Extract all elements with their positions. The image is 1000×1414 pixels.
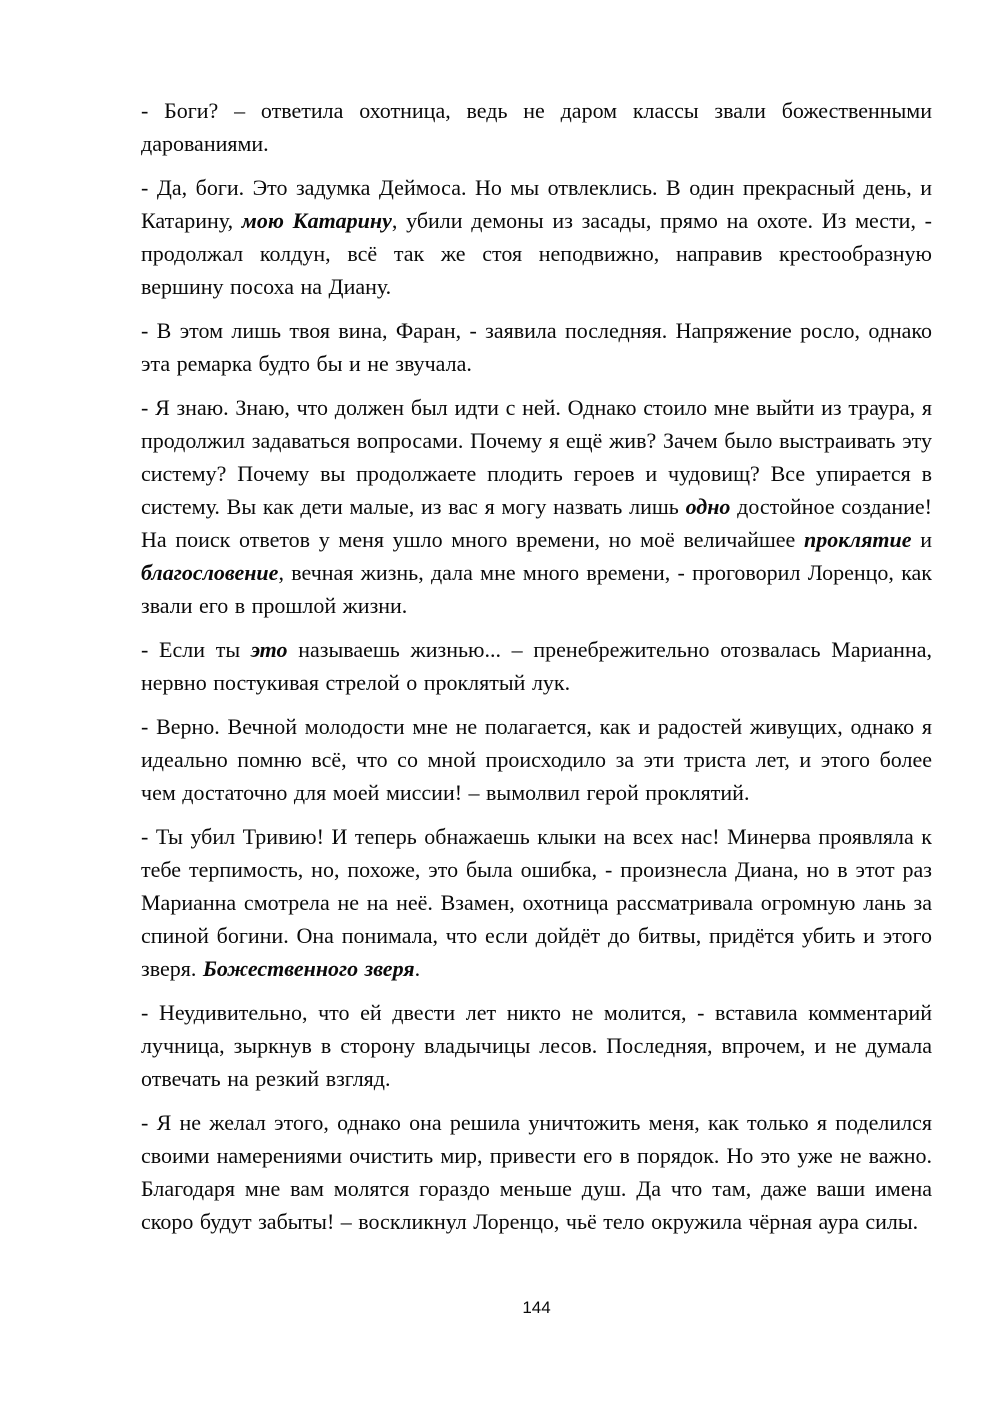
text-run: достойное создание! На поиск ответов у меня ушло много времени, но моё величайшее bbox=[141, 494, 932, 552]
paragraph bbox=[141, 94, 932, 160]
emphasis-run: это bbox=[250, 637, 288, 662]
text-run: - Да, боги. Это задумка Деймоса. Но мы отвлеклись. В один прекрасный день, и Катарину, bbox=[141, 175, 932, 233]
emphasis-run: Божественного зверя bbox=[202, 956, 415, 981]
page-text-block bbox=[141, 94, 932, 1249]
paragraph bbox=[141, 820, 932, 985]
paragraph bbox=[141, 633, 932, 699]
paragraph bbox=[141, 996, 932, 1095]
text-run: - Я знаю. Знаю, что должен был идти с ней. Однако стоило мне выйти из траура, я продолжил задаваться вопросами. Почему я ещё жив? Зачем было выстраивать эту систему? Почему вы продолжаете плодить героев и чудовищ? Все упирается в систему. Вы как дети малые, из вас я могу назвать лишь bbox=[141, 395, 932, 519]
text-run: . bbox=[414, 956, 421, 981]
text-run: , вечная жизнь, дала мне много времени, - проговорил Лоренцо, как звали его в прошлой жизни. bbox=[141, 560, 932, 618]
paragraph bbox=[141, 1106, 932, 1238]
page-number: 144 bbox=[522, 1298, 551, 1317]
text-run: и bbox=[911, 527, 932, 552]
text-run: - Если ты bbox=[141, 637, 251, 662]
paragraph bbox=[141, 710, 932, 809]
text-run: - Верно. Вечной молодости мне не полагается, как и радостей живущих, однако я идеально помню всё, что со мной происходило за эти триста лет, и этого более чем достаточно для моей миссии! – вымолвил герой проклятий. bbox=[141, 714, 932, 805]
text-run: - Я не желал этого, однако она решила уничтожить меня, как только я поделился своими намерениями очистить мир, привести его в порядок. Но это уже не важно. Благодаря мне вам молятся гораздо меньше душ. Да что там, даже ваши имена скоро будут забыты! – воскликнул Лоренцо, чьё тело окружила чёрная аура силы. bbox=[141, 1110, 932, 1234]
text-run: , убили демоны из засады, прямо на охоте. Из мести, - продолжал колдун, всё так же стоя неподвижно, направив крестообразную вершину посоха на Диану. bbox=[141, 208, 932, 299]
emphasis-run: благословение bbox=[141, 560, 279, 585]
text-run: - Боги? – ответила охотница, ведь не даром классы звали божественными дарованиями. bbox=[141, 98, 932, 156]
paragraph bbox=[141, 314, 932, 380]
emphasis-run: проклятие bbox=[803, 527, 912, 552]
text-run: называешь жизнью... – пренебрежительно отозвалась Марианна, нервно постукивая стрелой о проклятый лук. bbox=[141, 637, 932, 695]
emphasis-run: мою Катарину bbox=[241, 208, 392, 233]
text-run: - Неудивительно, что ей двести лет никто не молится, - вставила комментарий лучница, зыркнув в сторону владычицы лесов. Последняя, впрочем, и не думала отвечать на резкий взгляд. bbox=[141, 1000, 932, 1091]
paragraph bbox=[141, 391, 932, 622]
emphasis-run: одно bbox=[685, 494, 731, 519]
text-run: - Ты убил Тривию! И теперь обнажаешь клыки на всех нас! Минерва проявляла к тебе терпимость, но, похоже, это была ошибка, - произнесла Диана, но в этот раз Марианна смотрела не на неё. Взамен, охотница рассматривала огромную лань за спиной богини. Она понимала, что если дойдёт до битвы, придётся убить и этого зверя. bbox=[141, 824, 932, 981]
text-run: - В этом лишь твоя вина, Фаран, - заявила последняя. Напряжение росло, однако эта ремарка будто бы и не звучала. bbox=[141, 318, 932, 376]
paragraph bbox=[141, 171, 932, 303]
